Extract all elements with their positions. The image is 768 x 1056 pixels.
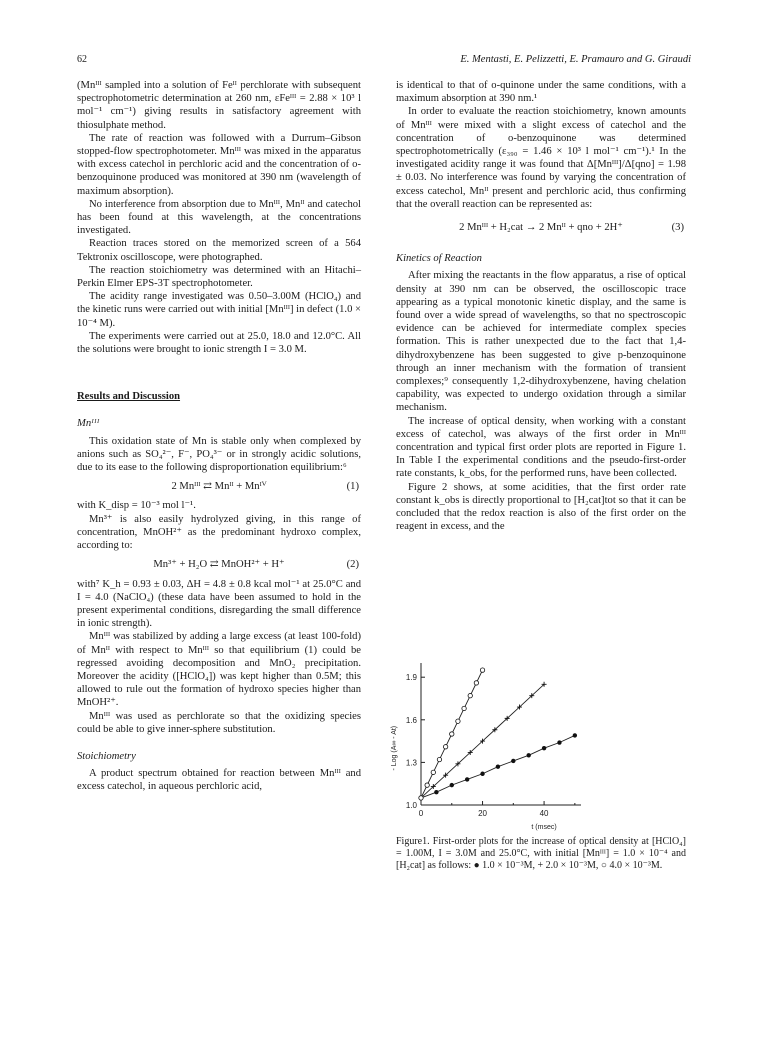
paragraph: Figure 2 shows, at some acidities, that the first order rate constant k_obs is directly proportional to [H₂cat]tot so that it can be concluded that the redox reaction is also of the first order on the reagent in excess, and the <box>396 481 686 533</box>
data-point <box>462 706 466 710</box>
data-point <box>573 733 577 737</box>
y-tick-label: 1.3 <box>405 758 417 768</box>
subsection-heading: Kinetics of Reaction <box>396 253 482 265</box>
paragraph: No interference from absorption due to Mnᴵᴵᴵ, Mnᴵᴵ and catechol has been found at this wavelength, at the concentrations investigated. <box>77 198 361 237</box>
data-point <box>474 681 478 685</box>
equation-number: (2) <box>346 559 359 571</box>
x-axis-label: t (msec) <box>531 824 557 831</box>
data-point <box>425 783 429 787</box>
equation-1 <box>77 480 361 493</box>
data-point <box>526 753 530 757</box>
paragraph: is identical to that of o-quinone under the same conditions, with a maximum absorption at 390 nm.¹ <box>396 80 686 105</box>
y-tick-label: 1.9 <box>405 673 417 683</box>
paragraph: The acidity range investigated was 0.50–3.00M (HClO₄) and the kinetic runs were carried out with initial [Mnᴵᴵᴵ] in defect (1.0 × 10⁻⁴ M). <box>77 291 361 329</box>
data-point <box>456 719 460 723</box>
subsection-heading: Mnᴵᴵᴵ <box>77 418 100 430</box>
data-point <box>480 668 484 672</box>
equation-number: (3) <box>671 222 684 234</box>
x-tick-label: 20 <box>478 809 487 818</box>
equation-number: (1) <box>346 481 359 493</box>
paragraph: Mnᴵᴵᴵ was used as perchlorate so that the oxidizing species could be able to give inner-sphere substitution. <box>77 710 361 735</box>
paragraph: Mn³⁺ is also easily hydrolyzed giving, in this range of concentration, MnOH²⁺ as the predominant hydroxo complex, according to: <box>77 513 361 552</box>
paragraph: (Mnᴵᴵᴵ sampled into a solution of Feᴵᴵ perchlorate with subsequent spectrophotometric determination at 260 nm, εFeᴵᴵᴵ = 2.88 × 10³ l mol⁻¹ cm⁻¹) giving results in satisfactory agreement with thiosulphate method. <box>77 80 361 131</box>
page-number: 62 <box>77 54 87 65</box>
y-tick-label: 1.0 <box>405 801 417 810</box>
left-column <box>77 79 361 794</box>
equation-text: 2 Mnᴵᴵᴵ ⇄ Mnᴵᴵ + Mnᴵⱽ <box>171 481 267 493</box>
data-point <box>437 757 441 761</box>
paragraph: The reaction stoichiometry was determined with an Hitachi–Perkin Elmer EPS-3T spectrophotometer. <box>77 264 361 290</box>
paragraph: The experiments were carried out at 25.0, 18.0 and 12.0°C. All the solutions were brought to ionic strength I = 3.0 M. <box>77 330 361 356</box>
figure-caption: Figure1. First-order plots for the increase of optical density at [HClO₄] = 1.00M, I = 3.0M and 25.0°C, with initial [Mnᴵᴵᴵ] = 1.0 × 10⁻⁴ and [H₂cat] as follows: ● 1.0 × 10⁻³M, + 2.0 × 10⁻³M, ○ 4.0 × 10⁻³M. <box>396 836 686 871</box>
right-column <box>396 79 686 534</box>
paragraph: In order to evaluate the reaction stoichiometry, known amounts of Mnᴵᴵᴵ were mixed with a slight excess of catechol and the concentration of o-benzoquinone was determined spectrophotometrically (ε₃₉₀ = 1.46 × 10³ l mol⁻¹ cm⁻¹).¹ In the investigated acidity range it was found that Δ[Mnᴵᴵᴵ]/Δ[qno] = 1.98 ± 0.03. No interference was found by varying the concentration of excess catechol, Mnᴵᴵ present and perchloric acid, thus confirming that the overall reaction can be represented as: <box>396 106 686 210</box>
x-tick-label: 40 <box>539 809 549 818</box>
paragraph: with K_disp = 10⁻³ mol l⁻¹. <box>77 500 196 512</box>
figure-1-chart <box>381 655 681 833</box>
data-point <box>557 740 561 744</box>
data-point <box>496 764 500 768</box>
data-point <box>450 732 454 736</box>
section-heading: Results and Discussion <box>77 391 181 403</box>
equation-text: 2 Mnᴵᴵᴵ + H₂cat → 2 Mnᴵᴵ + qno + 2H⁺ <box>459 222 623 234</box>
data-point <box>542 746 546 750</box>
data-point <box>434 790 438 794</box>
data-point <box>443 745 447 749</box>
data-point <box>468 693 472 697</box>
data-point <box>480 772 484 776</box>
equation-3 <box>396 221 686 234</box>
paragraph: This oxidation state of Mn is stable only when complexed by anions such as SO₄²⁻, F⁻, PO₄³⁻ or in strongly acidic solutions, due to its ease to the following disproportionation equilibrium:⁶ <box>77 435 361 474</box>
running-header-authors: E. Mentasti, E. Pelizzetti, E. Pramauro and G. Giraudi <box>460 54 691 65</box>
data-point <box>511 759 515 763</box>
paragraph: A product spectrum obtained for reaction between Mnᴵᴵᴵ and excess catechol, in aqueous perchloric acid, <box>77 768 361 793</box>
paragraph: with⁷ K_h = 0.93 ± 0.03, ΔH = 4.8 ± 0.8 kcal mol⁻¹ at 25.0°C and I = 4.0 (NaClO₄) (these data have been assumed to hold in the present experimental conditions, disregarding the small difference in ionic strength). <box>77 578 361 630</box>
y-tick-label: 1.6 <box>405 715 417 725</box>
data-point <box>419 796 423 800</box>
paragraph: The increase of optical density, when working with a constant excess of catechol, was always of the first order in Mnᴵᴵᴵ concentration and typical first order plots are reported in Figure 1. In Table I the experimental conditions and the pseudo-first-order rate constants, k_obs, for the performed runs, have been collected. <box>396 415 686 480</box>
data-point <box>465 777 469 781</box>
y-axis-label: - Log (A∞ - At) <box>391 725 398 771</box>
paragraph: The rate of reaction was followed with a Durrum–Gibson stopped-flow spectrophotometer. Mnᴵᴵᴵ was mixed in the apparatus with excess catechol in perchloric acid and the concentration of o-benzoquinone produced was monitored at 390 nm (wavelength of maximum absorption). <box>77 132 361 197</box>
paragraph: Mnᴵᴵᴵ was stabilized by adding a large excess (at least 100-fold) of Mnᴵᴵ with respect to Mnᴵᴵᴵ so that equilibrium (1) could be regressed avoiding decomposition and MnO₂ precipitation. Moreover the acidity ([HClO₄]) was kept higher than 0.5M; this allowed to rule out the formation of hydroxo species higher than MnOH²⁺. <box>77 631 361 709</box>
data-point <box>450 783 454 787</box>
paragraph: After mixing the reactants in the flow apparatus, a rise of optical density at 390 nm can be observed, the oscilloscopic trace appearing as a typical monotonic kinetic display, and the same is found over a wide spread of wavelengths, so that no spectroscopic evidence can be achieved for intermediate complex species formation. This is rather unexpected due to the fact that 1,4-dihydroxybenzene has been suggested to give p-benzoquinone through an inner mechanism with the formation of transient complexes;⁹ consequently 1,2-dihydroxybenzene, having chelation capability, was expected to undergo oxidation through a similar mechanism. <box>396 270 686 414</box>
equation-2 <box>77 558 361 571</box>
x-tick-label: 0 <box>418 809 424 818</box>
paragraph: Reaction traces stored on the memorized screen of a 564 Tektronix oscilloscope, were photographed. <box>77 238 361 263</box>
data-point <box>431 770 435 774</box>
subsection-heading: Stoichiometry <box>77 750 136 762</box>
equation-text: Mn³⁺ + H₂O ⇄ MnOH²⁺ + H⁺ <box>153 559 285 571</box>
